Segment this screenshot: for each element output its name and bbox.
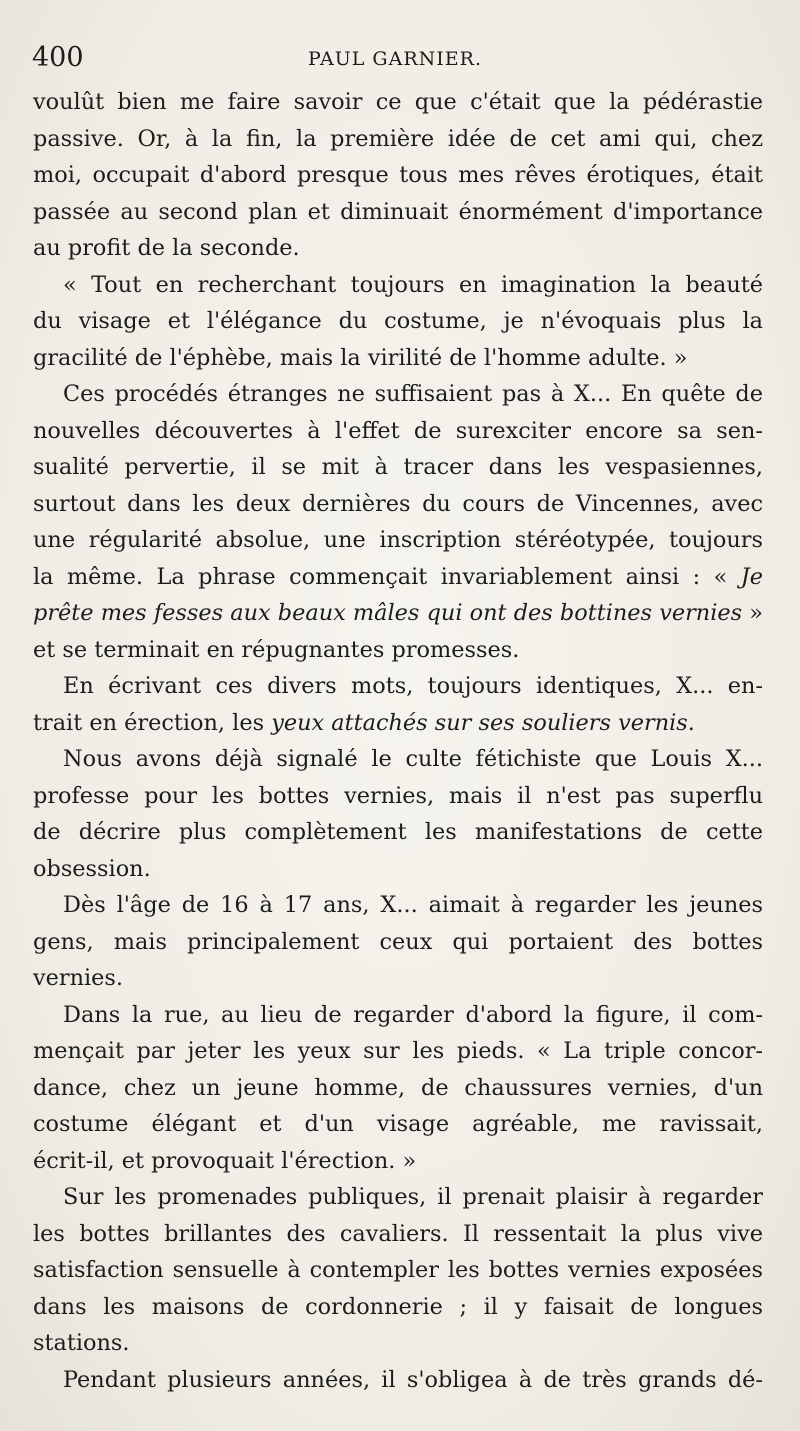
text-line: Dès l'âge de 16 à 17 ans, X... aimait à regarder les jeunes <box>63 892 763 918</box>
text-line: Nous avons déjà signalé le culte fétichiste que Louis X... <box>63 746 763 772</box>
body-text <box>33 84 763 1398</box>
text-line: obsession. <box>33 855 151 882</box>
text-line: stations. <box>33 1330 130 1356</box>
text-line: satisfaction sensuelle à contempler les bottes vernies exposées <box>33 1257 763 1283</box>
text-line: Dans la rue, au lieu de regarder d'abord la figure, il com- <box>63 1001 763 1028</box>
text-line: gracilité de l'éphèbe, mais la virilité de l'homme adulte. » <box>33 344 688 371</box>
page-header <box>28 42 768 76</box>
text-line: écrit-il, et provoquait l'érection. » <box>33 1147 417 1174</box>
text-line: du visage et l'élégance du costume, je n'évoquais plus la <box>33 308 763 334</box>
text-line: moi, occupait d'abord presque tous mes rêves érotiques, était <box>33 162 763 188</box>
text-line: prête mes fesses aux beaux mâles qui ont des bottines vernies » <box>33 600 763 626</box>
text-line: la même. La phrase commençait invariablement ainsi : « Je <box>33 563 763 590</box>
text-line: surtout dans les deux dernières du cours de Vincennes, avec <box>33 490 763 517</box>
text-line: sualité pervertie, il se mit à tracer dans les vespasiennes, <box>33 454 763 480</box>
text-line: Sur les promenades publiques, il prenait plaisir à regarder <box>63 1184 763 1210</box>
text-line: « Tout en recherchant toujours en imagination la beauté <box>63 271 763 298</box>
text-line: de décrire plus complètement les manifestations de cette <box>33 819 763 845</box>
text-line: professe pour les bottes vernies, mais il n'est pas superflu <box>33 782 763 809</box>
text-line: vernies. <box>33 965 124 991</box>
text-line: une régularité absolue, une inscription stéréotypée, toujours <box>33 527 763 553</box>
text-line: nouvelles découvertes à l'effet de surexciter encore sa sen- <box>33 417 763 444</box>
text-line: Pendant plusieurs années, il s'obligea à de très grands dé- <box>63 1366 763 1393</box>
text-line: passée au second plan et diminuait énormément d'importance <box>33 198 763 225</box>
text-line: voulût bien me faire savoir ce que c'était que la pédérastie <box>33 89 763 115</box>
text-line: mençait par jeter les yeux sur les pieds. « La triple concor- <box>33 1038 763 1064</box>
text-line: En écrivant ces divers mots, toujours identiques, X... en- <box>63 673 763 699</box>
text-line: gens, mais principalement ceux qui portaient des bottes <box>33 928 763 955</box>
text-line: les bottes brillantes des cavaliers. Il ressentait la plus vive <box>33 1220 763 1247</box>
text-line: au profit de la seconde. <box>33 235 300 261</box>
text-line: trait en érection, les yeux attachés sur ses souliers vernis. <box>33 709 695 736</box>
text-line: dance, chez un jeune homme, de chaussures vernies, d'un <box>33 1074 763 1101</box>
text-line: Ces procédés étranges ne suffisaient pas à X... En quête de <box>63 381 763 407</box>
text-line: costume élégant et d'un visage agréable, me ravissait, <box>33 1111 763 1137</box>
text-line: dans les maisons de cordonnerie ; il y faisait de longues <box>33 1293 763 1320</box>
page-number: 400 <box>32 42 84 73</box>
text-line: et se terminait en répugnantes promesses. <box>33 636 520 663</box>
text-line: passive. Or, à la fin, la première idée de cet ami qui, chez <box>33 125 763 152</box>
running-head: PAUL GARNIER. <box>308 48 482 70</box>
